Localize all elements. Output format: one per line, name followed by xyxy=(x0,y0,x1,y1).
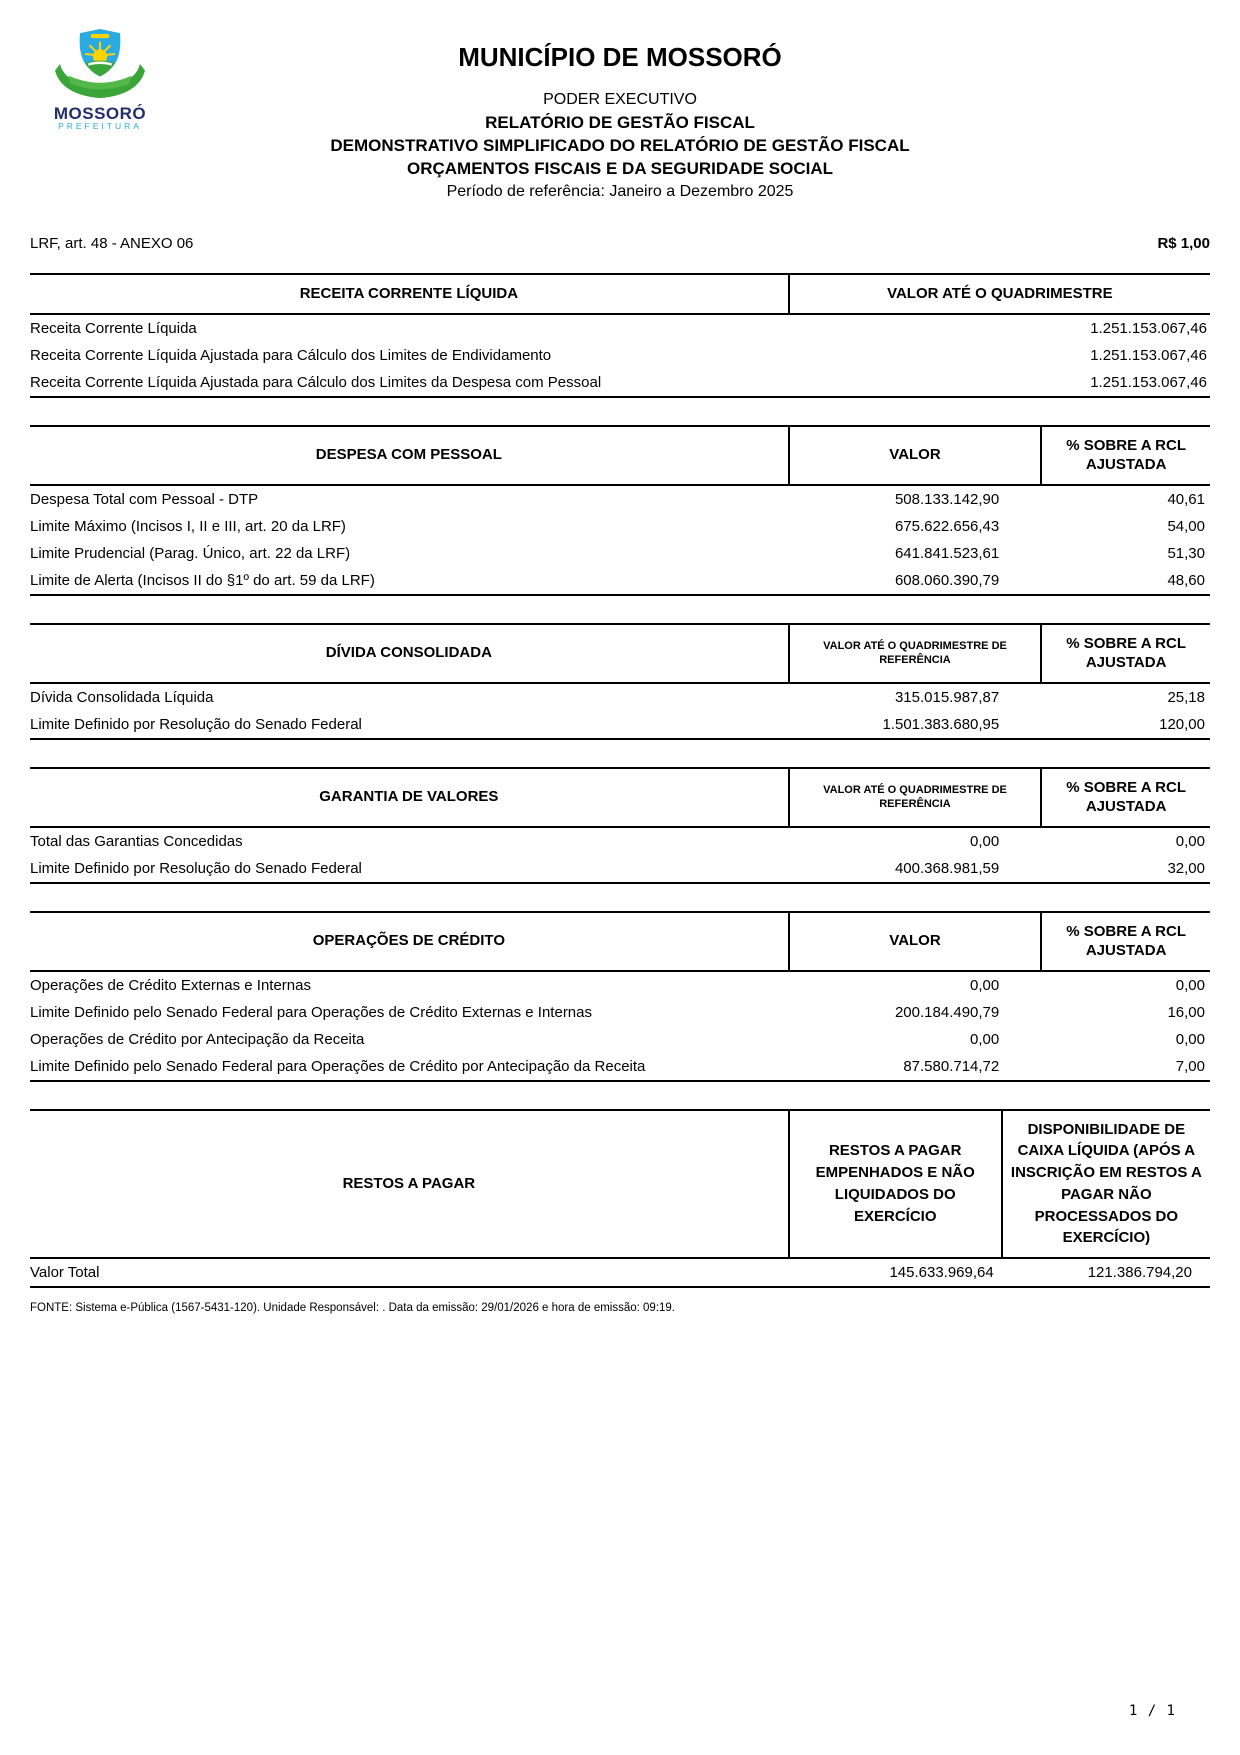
page-number: 1 / 1 xyxy=(1128,1703,1176,1719)
table-header-row xyxy=(30,624,1210,683)
row-value: 1.251.153.067,46 xyxy=(789,369,1210,397)
row-label: Despesa Total com Pessoal - DTP xyxy=(30,490,259,508)
row-label: Receita Corrente Líquida Ajustada para Cálculo dos Limites de Endividamento xyxy=(30,346,552,364)
row-percentage: 0,00 xyxy=(1175,1030,1205,1048)
column-header: VALOR ATÉ O QUADRIMESTRE xyxy=(789,274,1210,314)
column-header: % SOBRE A RCL AJUSTADA xyxy=(1041,912,1210,971)
table-header-row xyxy=(30,912,1210,971)
row-label: Limite Máximo (Incisos I, II e III, art. 20 da LRF) xyxy=(30,517,346,535)
garantia-de-valores-table xyxy=(30,767,1210,884)
row-label: Limite Definido pelo Senado Federal para Operações de Crédito por Antecipação da Receita xyxy=(30,1053,789,1081)
row-value: 675.622.656,43 xyxy=(894,517,1000,535)
branch-line: PODER EXECUTIVO xyxy=(543,91,697,108)
row-label: Limite Definido por Resolução do Senado Federal xyxy=(30,855,789,883)
row-percentage: 40,61 xyxy=(1167,490,1205,508)
table-header-row xyxy=(30,274,1210,314)
divida-consolidada-table xyxy=(30,623,1210,740)
column-header: % SOBRE A RCL AJUSTADA xyxy=(1041,624,1210,683)
row-value: 0,00 xyxy=(970,1030,1000,1048)
report-title-line: RELATÓRIO DE GESTÃO FISCAL xyxy=(485,113,755,132)
row-label: Total das Garantias Concedidas xyxy=(30,832,243,850)
table-row xyxy=(30,567,1210,595)
column-header: % SOBRE A RCL AJUSTADA xyxy=(1041,768,1210,827)
table-row xyxy=(30,971,1210,999)
row-percentage: 0,00 xyxy=(1175,832,1205,850)
operacoes-de-credito-table xyxy=(30,911,1210,1082)
currency-unit-label: R$ 1,00 xyxy=(1157,235,1210,252)
table-row xyxy=(30,1026,1210,1053)
row-value: 0,00 xyxy=(970,976,1000,994)
row-label: Valor Total xyxy=(30,1258,789,1287)
table-row xyxy=(30,999,1210,1026)
table-row xyxy=(30,1258,1210,1287)
row-label: Limite Definido pelo Senado Federal para Operações de Crédito Externas e Internas xyxy=(30,1003,592,1021)
row-label: Limite Definido por Resolução do Senado Federal xyxy=(30,711,789,739)
row-value: 145.633.969,64 xyxy=(789,1258,1002,1287)
table-row xyxy=(30,827,1210,855)
column-header: OPERAÇÕES DE CRÉDITO xyxy=(30,912,789,971)
table-header-row xyxy=(30,768,1210,827)
row-percentage: 51,30 xyxy=(1167,544,1205,562)
restos-a-pagar-table xyxy=(30,1109,1210,1289)
receita-corrente-liquida-table xyxy=(30,273,1210,398)
row-value: 641.841.523,61 xyxy=(894,544,1000,562)
table-row xyxy=(30,485,1210,513)
row-percentage: 25,18 xyxy=(1167,688,1205,706)
row-label: Dívida Consolidada Líquida xyxy=(30,688,214,706)
row-label: Limite de Alerta (Incisos II do §1º do art. 59 da LRF) xyxy=(30,567,789,595)
row-label: Operações de Crédito Externas e Internas xyxy=(30,976,311,994)
row-percentage: 32,00 xyxy=(1041,855,1210,883)
row-value: 400.368.981,59 xyxy=(789,855,1042,883)
table-row xyxy=(30,683,1210,711)
table-row xyxy=(30,342,1210,369)
row-percentage: 54,00 xyxy=(1167,517,1205,535)
document-header xyxy=(30,0,1210,203)
annex-label: LRF, art. 48 - ANEXO 06 xyxy=(30,235,194,252)
row-value: 1.251.153.067,46 xyxy=(1090,319,1207,337)
column-header: % SOBRE A RCL AJUSTADA xyxy=(1041,426,1210,485)
row-value: 121.386.794,20 xyxy=(1002,1258,1210,1287)
row-value: 508.133.142,90 xyxy=(894,490,1000,508)
table-row xyxy=(30,540,1210,567)
column-header: RECEITA CORRENTE LÍQUIDA xyxy=(30,274,789,314)
row-label: Operações de Crédito por Antecipação da Receita xyxy=(30,1030,365,1048)
table-row xyxy=(30,314,1210,342)
column-header: VALOR xyxy=(789,912,1042,971)
column-header: VALOR xyxy=(789,426,1042,485)
row-value: 0,00 xyxy=(970,832,1000,850)
column-header: GARANTIA DE VALORES xyxy=(30,768,789,827)
municipality-logo xyxy=(44,24,156,132)
table-row xyxy=(30,1053,1210,1081)
logo-org-name: PREFEITURA xyxy=(58,121,142,131)
table-header-row xyxy=(30,1110,1210,1259)
column-header: VALOR ATÉ O QUADRIMESTRE DE REFERÊNCIA xyxy=(789,768,1042,827)
row-label: Receita Corrente Líquida Ajustada para Cálculo dos Limites da Despesa com Pessoal xyxy=(30,369,789,397)
row-value: 1.501.383.680,95 xyxy=(789,711,1042,739)
annex-row xyxy=(30,235,1210,253)
row-percentage: 7,00 xyxy=(1041,1053,1210,1081)
table-row xyxy=(30,513,1210,540)
coat-of-arms-icon xyxy=(44,24,156,104)
source-note: FONTE: Sistema e-Pública (1567-5431-120). Unidade Responsável: . Data da emissão: 29/01/2026 e hora de emissão: 09:19. xyxy=(30,1302,676,1314)
table-header-row xyxy=(30,426,1210,485)
column-header: DISPONIBILIDADE DE CAIXA LÍQUIDA (APÓS A INSCRIÇÃO EM RESTOS A PAGAR NÃO PROCESSADOS DO EXERCÍCIO) xyxy=(1002,1110,1210,1259)
column-header: DESPESA COM PESSOAL xyxy=(30,426,789,485)
row-percentage: 120,00 xyxy=(1041,711,1210,739)
row-value: 1.251.153.067,46 xyxy=(1090,346,1207,364)
row-value: 200.184.490,79 xyxy=(894,1003,1000,1021)
column-header: VALOR ATÉ O QUADRIMESTRE DE REFERÊNCIA xyxy=(789,624,1042,683)
column-header: DÍVIDA CONSOLIDADA xyxy=(30,624,789,683)
reference-period-line: Período de referência: Janeiro a Dezembro 2025 xyxy=(446,183,794,200)
report-subtitle-line: DEMONSTRATIVO SIMPLIFICADO DO RELATÓRIO DE GESTÃO FISCAL xyxy=(330,136,910,155)
row-value: 608.060.390,79 xyxy=(789,567,1042,595)
logo-city-name: MOSSORÓ xyxy=(53,104,147,123)
column-header: RESTOS A PAGAR EMPENHADOS E NÃO LIQUIDADOS DO EXERCÍCIO xyxy=(789,1110,1002,1259)
row-percentage: 16,00 xyxy=(1167,1003,1205,1021)
table-row xyxy=(30,711,1210,739)
row-percentage: 48,60 xyxy=(1041,567,1210,595)
column-header: RESTOS A PAGAR xyxy=(30,1110,789,1259)
row-label: Limite Prudencial (Parag. Único, art. 22 da LRF) xyxy=(30,544,351,562)
row-value: 87.580.714,72 xyxy=(789,1053,1042,1081)
despesa-com-pessoal-table xyxy=(30,425,1210,596)
table-row xyxy=(30,369,1210,397)
row-value: 315.015.987,87 xyxy=(894,688,1000,706)
report-scope-line: ORÇAMENTOS FISCAIS E DA SEGURIDADE SOCIAL xyxy=(407,159,833,178)
row-label: Receita Corrente Líquida xyxy=(30,319,197,337)
row-percentage: 0,00 xyxy=(1175,976,1205,994)
table-row xyxy=(30,855,1210,883)
page-title: MUNICÍPIO DE MOSSORÓ xyxy=(458,42,782,72)
